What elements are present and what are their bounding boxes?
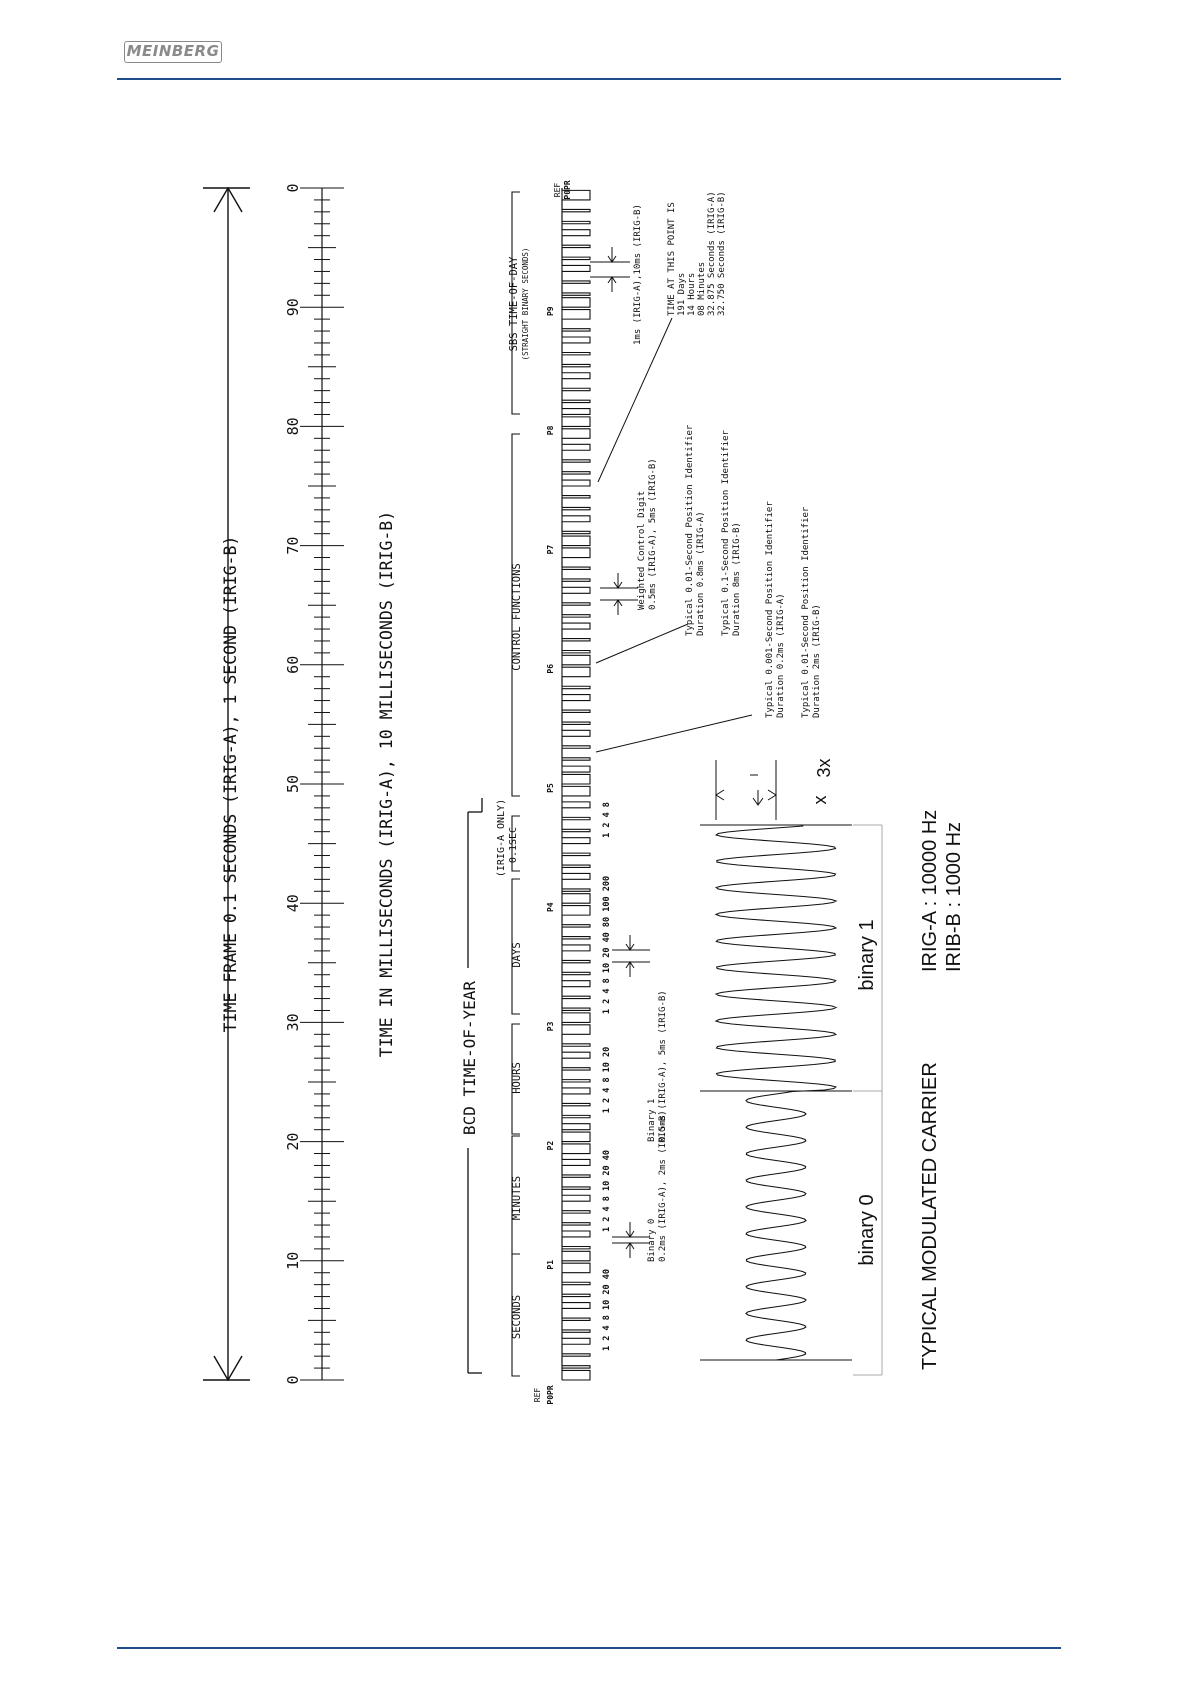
scale-label: 70: [284, 536, 302, 555]
position-id-label: P6: [546, 663, 555, 674]
scale-label: 60: [284, 655, 302, 674]
group-days: DAYS: [511, 942, 523, 968]
ref-label-start: REF: [533, 1387, 542, 1403]
scale-label: 80: [284, 417, 302, 436]
group-minutes: MINUTES: [511, 1175, 523, 1221]
pid01b-line2: Duration 8ms (IRIG-B): [732, 522, 742, 636]
ref-label-end: REF: [553, 182, 562, 198]
3x-label: 3x: [814, 758, 834, 778]
position-id-label: P1: [546, 1259, 555, 1270]
tap-line1: TIME AT THIS POINT IS: [667, 202, 677, 316]
binary1-line1: Binary 1: [647, 1098, 657, 1142]
width-marker-binary0: [612, 1222, 650, 1258]
group-hours: HOURS: [511, 1062, 523, 1094]
position-id-label: P5: [546, 783, 555, 793]
scale-label: 0: [284, 183, 302, 193]
scale-label: 50: [284, 774, 302, 794]
x-label: x: [810, 795, 830, 805]
carrier-title: TYPICAL MODULATED CARRIER: [919, 1062, 941, 1370]
weights-seconds: 1 2 4 8 10 20 40: [602, 1269, 612, 1351]
weights-minutes: 1 2 4 8 10 20 40: [602, 1150, 612, 1232]
binary0-line2: 0.2ms (IRIG-A), 2ms (IRIG-B): [658, 1110, 668, 1262]
weighted-line2: 0.5ms (IRIG-A), 5ms (IRIG-B): [648, 458, 658, 610]
pid001a-line1: Typical 0.01-Second Position Identifier: [685, 424, 695, 636]
group-seconds: SECONDS: [511, 1294, 523, 1340]
tenth-second-label: 0.1SEC: [508, 826, 519, 864]
position-id-label: P4: [546, 902, 555, 913]
scale-title: TIME IN MILLISECONDS (IRIG-A), 10 MILLISECONDS (IRIG-B): [377, 510, 396, 1058]
pid001b-line1: Typical 0.01-Second Position Identifier: [801, 506, 811, 718]
weighted-line1: Weighted Control Digit: [637, 490, 647, 610]
pid-0001-a-annotation: [765, 496, 786, 718]
meinberg-logo: MEINBERG: [124, 41, 222, 63]
amplitude-markers: [716, 760, 776, 820]
sbs-subtitle: (STRAIGHT BINARY SECONDS): [521, 247, 530, 361]
scale-label: 20: [284, 1132, 302, 1151]
pid-001-a-annotation: [685, 419, 706, 636]
pid0001a-line2: Duration 0.2ms (IRIG-A): [776, 593, 786, 718]
position-id-label: P9: [546, 306, 555, 317]
binary0-line1: Binary 0: [647, 1218, 657, 1262]
binary1-box-label: binary 1: [856, 919, 878, 991]
pid001b-line2: Duration 2ms (IRIG-B): [812, 604, 822, 718]
bcd-title: BCD TIME-OF-YEAR: [460, 980, 479, 1136]
irig-b-frequency: IRIB-B : 1000 Hz: [943, 821, 965, 972]
tap-line2: 191 Days: [677, 272, 687, 316]
scale-label: 90: [284, 298, 302, 317]
position-id-label: P7: [546, 544, 555, 555]
irig-a-only-label: (IRIG-A ONLY): [496, 798, 507, 878]
sbs-title: SBS TIME-OF-DAY: [508, 256, 520, 352]
pid0001a-line1: Typical 0.001-Second Position Identifier: [765, 501, 775, 718]
tap-line4: 08 Minutes: [697, 261, 707, 316]
binary1-annotation: [647, 990, 668, 1142]
binary1-line2: 0.5ms (IRIG-A), 5ms (IRIG-B): [658, 990, 668, 1142]
time-at-point-annotation: [667, 186, 727, 316]
width-marker-binary1: [612, 935, 650, 977]
tap-line3: 14 Hours: [687, 272, 697, 316]
pulse-train: [562, 188, 590, 1380]
position-id-label: P8: [546, 425, 555, 436]
pid-001-b-annotation: [801, 501, 822, 718]
weights-tenths: 1 2 4 8: [602, 802, 612, 838]
timeframe-title: TIME FRAME 0.1 SECONDS (IRIG-A), 1 SECOND (IRIG-B): [221, 535, 240, 1033]
group-control-functions: CONTROL FUNCTIONS: [511, 563, 523, 671]
weighted-digit-annotation: [637, 458, 658, 610]
tap-line6: 32.750 Seconds (IRIG-B): [717, 191, 727, 316]
width-marker-1ms: [590, 247, 630, 292]
position-identifiers: [546, 306, 555, 1269]
p0pr-label-end: P0PR: [563, 180, 572, 200]
weights-days: 1 2 4 8 10 20 40 80 100 200: [602, 875, 612, 1015]
carrier-waveform: [716, 826, 836, 1360]
ms-scale: [284, 183, 344, 1384]
carrier-box: [853, 825, 882, 1375]
position-id-label: P3: [546, 1021, 555, 1032]
scale-label: 0: [284, 1375, 302, 1385]
scale-label: 30: [284, 1013, 302, 1032]
position-id-label: P2: [546, 1140, 555, 1151]
pulse-train-path: [562, 188, 590, 1380]
pid-01-b-annotation: [721, 425, 742, 636]
pid01b-line1: Typical 0.1-Second Position Identifier: [721, 430, 731, 636]
tap-line5: 32.875 Seconds (IRIG-A): [707, 191, 717, 316]
width-marker-weighted: [600, 573, 638, 615]
scale-label: 10: [284, 1251, 302, 1270]
scale-label: 40: [284, 894, 302, 913]
weights-hours: 1 2 4 8 10 20: [602, 1046, 612, 1114]
irig-a-frequency: IRIG-A : 10000 Hz: [919, 809, 941, 972]
p0pr-label-start: P0PR: [546, 1385, 555, 1405]
one-ms-annotation: 1ms (IRIG-A),10ms (IRIG-B): [633, 204, 643, 345]
binary0-box-label: binary 0: [856, 1194, 878, 1266]
pid001a-line2: Duration 0.8ms (IRIG-A): [696, 511, 706, 636]
